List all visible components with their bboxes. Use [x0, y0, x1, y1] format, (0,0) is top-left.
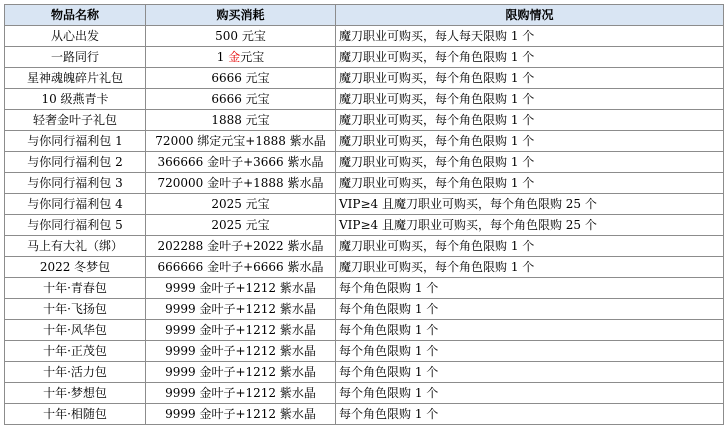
cost-cell: 72000 绑定元宝+1888 紫水晶: [146, 131, 336, 152]
item-name-cell: 与你同行福利包 2: [5, 152, 146, 173]
table-row: [5, 194, 724, 215]
cost-cell: 1888 元宝: [146, 110, 336, 131]
cost-cell: 9999 金叶子+1212 紫水晶: [146, 404, 336, 425]
table-row: [5, 278, 724, 299]
table-row: [5, 236, 724, 257]
item-name-cell: 与你同行福利包 4: [5, 194, 146, 215]
table-row: [5, 404, 724, 425]
cost-cell: 202288 金叶子+2022 紫水晶: [146, 236, 336, 257]
table-row: [5, 89, 724, 110]
limit-cell: 魔刀职业可购买，每个角色限购 1 个: [336, 89, 724, 110]
item-name-cell: 与你同行福利包 3: [5, 173, 146, 194]
table-row: [5, 320, 724, 341]
limit-cell: VIP≥4 且魔刀职业可购买，每个角色限购 25 个: [336, 194, 724, 215]
limit-cell: 魔刀职业可购买，每个角色限购 1 个: [336, 47, 724, 68]
cost-cell: 9999 金叶子+1212 紫水晶: [146, 383, 336, 404]
table-row: [5, 173, 724, 194]
item-name-cell: 十年·风华包: [5, 320, 146, 341]
cost-cell: 366666 金叶子+3666 紫水晶: [146, 152, 336, 173]
header-item-name: 物品名称: [5, 5, 146, 26]
cost-cell: 9999 金叶子+1212 紫水晶: [146, 320, 336, 341]
table-row: [5, 383, 724, 404]
item-name-cell: 星神魂魄碎片礼包: [5, 68, 146, 89]
cost-cell: 2025 元宝: [146, 194, 336, 215]
limit-cell: 魔刀职业可购买，每个角色限购 1 个: [336, 68, 724, 89]
table-row: [5, 110, 724, 131]
table-row: [5, 131, 724, 152]
table-row: [5, 362, 724, 383]
limit-cell: 魔刀职业可购买，每人每天限购 1 个: [336, 26, 724, 47]
limit-cell: 每个角色限购 1 个: [336, 362, 724, 383]
limit-cell: VIP≥4 且魔刀职业可购买，每个角色限购 25 个: [336, 215, 724, 236]
cost-cell: 6666 元宝: [146, 89, 336, 110]
item-name-cell: 轻奢金叶子礼包: [5, 110, 146, 131]
limit-cell: 每个角色限购 1 个: [336, 383, 724, 404]
item-name-cell: 十年·梦想包: [5, 383, 146, 404]
item-name-cell: 十年·活力包: [5, 362, 146, 383]
item-name-cell: 十年·青春包: [5, 278, 146, 299]
limit-cell: 魔刀职业可购买，每个角色限购 1 个: [336, 152, 724, 173]
item-name-cell: 十年·相随包: [5, 404, 146, 425]
item-name-cell: 与你同行福利包 5: [5, 215, 146, 236]
header-purchase-cost: 购买消耗: [146, 5, 336, 26]
cost-highlight: 金: [228, 50, 241, 64]
cost-cell: 666666 金叶子+6666 紫水晶: [146, 257, 336, 278]
item-name-cell: 马上有大礼（绑）: [5, 236, 146, 257]
header-row: [5, 5, 724, 26]
limit-cell: 每个角色限购 1 个: [336, 341, 724, 362]
limit-cell: 魔刀职业可购买，每个角色限购 1 个: [336, 173, 724, 194]
item-name-cell: 十年·正茂包: [5, 341, 146, 362]
cost-cell: 500 元宝: [146, 26, 336, 47]
item-name-cell: 2022 冬梦包: [5, 257, 146, 278]
item-name-cell: 10 级燕青卡: [5, 89, 146, 110]
cost-cell: 9999 金叶子+1212 紫水晶: [146, 278, 336, 299]
table-row: [5, 26, 724, 47]
table-row: [5, 215, 724, 236]
limit-cell: 每个角色限购 1 个: [336, 278, 724, 299]
item-name-cell: 十年·飞扬包: [5, 299, 146, 320]
limit-cell: 每个角色限购 1 个: [336, 320, 724, 341]
purchase-limit-table: [4, 4, 724, 425]
cost-unit: 元宝: [240, 50, 265, 64]
table-row: [5, 47, 724, 68]
cost-cell: 6666 元宝: [146, 68, 336, 89]
limit-cell: 每个角色限购 1 个: [336, 404, 724, 425]
item-name-cell: 与你同行福利包 1: [5, 131, 146, 152]
cost-cell: 9999 金叶子+1212 紫水晶: [146, 299, 336, 320]
limit-cell: 魔刀职业可购买，每个角色限购 1 个: [336, 131, 724, 152]
cost-cell: 720000 金叶子+1888 紫水晶: [146, 173, 336, 194]
limit-cell: 魔刀职业可购买，每个角色限购 1 个: [336, 110, 724, 131]
limit-cell: 魔刀职业可购买，每个角色限购 1 个: [336, 257, 724, 278]
table-row: [5, 341, 724, 362]
limit-cell: 每个角色限购 1 个: [336, 299, 724, 320]
table-row: [5, 299, 724, 320]
cost-cell: 9999 金叶子+1212 紫水晶: [146, 362, 336, 383]
cost-amount: 1: [216, 50, 229, 64]
item-name-cell: 一路同行: [5, 47, 146, 68]
table-row: [5, 68, 724, 89]
table-row: [5, 257, 724, 278]
table-row: [5, 152, 724, 173]
cost-cell: 2025 元宝: [146, 215, 336, 236]
limit-cell: 魔刀职业可购买，每个角色限购 1 个: [336, 236, 724, 257]
cost-cell: 9999 金叶子+1212 紫水晶: [146, 341, 336, 362]
header-purchase-limit: 限购情况: [336, 5, 724, 26]
item-name-cell: 从心出发: [5, 26, 146, 47]
cost-cell: [146, 47, 336, 68]
